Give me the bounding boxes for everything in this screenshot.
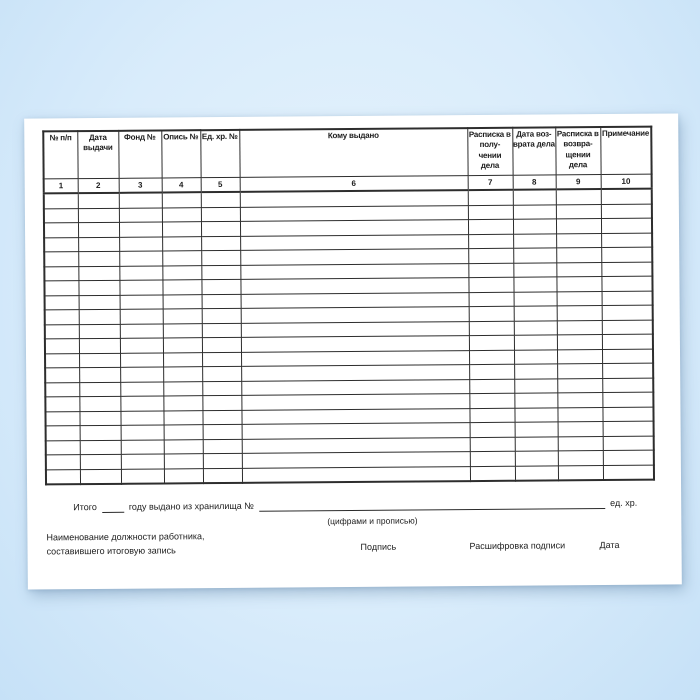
empty-cell (162, 280, 201, 295)
empty-cell (46, 426, 80, 441)
column-number: 4 (162, 178, 201, 193)
col-header-return-date: Дата воз- врата дела (512, 127, 555, 175)
empty-cell (120, 338, 163, 353)
empty-cell (513, 262, 556, 277)
empty-cell (515, 422, 558, 437)
empty-cell (513, 219, 556, 234)
empty-cell (469, 364, 514, 379)
empty-cell (468, 219, 513, 234)
empty-cell (556, 277, 601, 292)
empty-cell (603, 465, 654, 480)
empty-cell (469, 335, 514, 350)
empty-cell (602, 320, 653, 335)
column-number: 8 (513, 175, 556, 190)
empty-cell (119, 222, 162, 237)
empty-cell (44, 281, 78, 296)
empty-cell (80, 454, 121, 469)
empty-cell (557, 407, 602, 422)
empty-cell (121, 468, 164, 483)
empty-cell (556, 189, 601, 204)
empty-cell (119, 265, 162, 280)
empty-cell (470, 466, 515, 481)
empty-cell (601, 189, 652, 204)
empty-cell (162, 222, 201, 237)
empty-cell (79, 353, 120, 368)
summary-prefix: Итого (73, 502, 97, 513)
empty-cell (162, 192, 201, 207)
empty-cell (602, 349, 653, 364)
column-number: 6 (240, 176, 468, 192)
empty-cell (121, 425, 164, 440)
empty-cell (201, 207, 240, 222)
empty-cell (45, 353, 79, 368)
empty-cell (558, 451, 603, 466)
empty-cell (79, 396, 120, 411)
empty-cell (468, 263, 513, 278)
paper-sheet (24, 113, 682, 589)
empty-cell (44, 223, 78, 238)
empty-cell (45, 310, 79, 325)
empty-cell (46, 440, 80, 455)
empty-cell (514, 349, 557, 364)
empty-cell (557, 291, 602, 306)
empty-cell (557, 335, 602, 350)
column-number: 5 (201, 177, 240, 192)
empty-cell (514, 291, 557, 306)
empty-cell (513, 204, 556, 219)
empty-cell (557, 378, 602, 393)
empty-cell (164, 468, 203, 483)
empty-cell (557, 349, 602, 364)
empty-cell (78, 222, 119, 237)
empty-cell (45, 295, 79, 310)
empty-cell (202, 381, 241, 396)
col-header-row-number: № п/п (43, 131, 77, 179)
column-number: 7 (468, 175, 513, 190)
empty-cell (514, 407, 557, 422)
empty-cell (601, 218, 652, 233)
blank-year-line (102, 502, 124, 513)
col-header-fond-number: Фонд № (118, 130, 161, 178)
column-number: 3 (119, 178, 162, 193)
col-header-receipt-on-return: Расписка в возвра- щении дела (555, 127, 600, 175)
empty-cell (203, 424, 242, 439)
empty-cell (46, 469, 80, 484)
empty-cell (78, 237, 119, 252)
empty-cell (602, 291, 653, 306)
empty-cell (44, 237, 78, 252)
summary-hint: (цифрами и прописью) (327, 515, 418, 527)
empty-cell (45, 397, 79, 412)
empty-cell (44, 193, 78, 208)
empty-cell (162, 236, 201, 251)
empty-cell (601, 262, 652, 277)
empty-cell (557, 306, 602, 321)
empty-cell (201, 279, 240, 294)
empty-cell (44, 252, 78, 267)
empty-cell (469, 306, 514, 321)
empty-cell (120, 396, 163, 411)
empty-cell (602, 305, 653, 320)
empty-cell (515, 436, 558, 451)
empty-cell (79, 382, 120, 397)
empty-cell (601, 247, 652, 262)
column-number: 1 (44, 179, 78, 194)
empty-cell (202, 323, 241, 338)
empty-cell (44, 208, 78, 223)
signature-label: Подпись (360, 541, 397, 552)
empty-cell (469, 321, 514, 336)
empty-cell (514, 320, 557, 335)
empty-cell (556, 233, 601, 248)
empty-cell (46, 455, 80, 470)
empty-cell (162, 251, 201, 266)
date-label: Дата (599, 539, 620, 551)
empty-cell (469, 393, 514, 408)
empty-cell (119, 192, 162, 207)
empty-cell (202, 395, 241, 410)
empty-cell (202, 337, 241, 352)
signature-transcript-label: Расшифровка подписи (469, 540, 566, 552)
empty-cell (202, 294, 241, 309)
empty-cell (119, 251, 162, 266)
empty-cell (203, 468, 242, 483)
empty-cell (242, 466, 470, 483)
empty-cell (120, 367, 163, 382)
empty-cell (469, 292, 514, 307)
empty-cell (513, 248, 556, 263)
empty-cell (201, 250, 240, 265)
empty-cell (120, 309, 163, 324)
empty-cell (164, 425, 203, 440)
empty-cell (558, 436, 603, 451)
empty-cell (79, 295, 120, 310)
empty-cell (603, 436, 654, 451)
empty-cell (515, 451, 558, 466)
empty-cell (45, 382, 79, 397)
empty-cell (201, 221, 240, 236)
empty-cell (163, 367, 202, 382)
empty-cell (513, 189, 556, 204)
empty-cell (79, 411, 120, 426)
empty-cell (469, 350, 514, 365)
empty-cell (556, 262, 601, 277)
col-header-issued-to: Кому выдано (239, 128, 467, 177)
empty-cell (80, 425, 121, 440)
empty-cell (45, 368, 79, 383)
empty-cell (78, 266, 119, 281)
empty-cell (603, 421, 654, 436)
empty-cell (45, 339, 79, 354)
empty-cell (79, 324, 120, 339)
col-header-note: Примечание (600, 127, 651, 175)
col-header-inventory-number: Опись № (161, 130, 200, 178)
empty-cell (120, 323, 163, 338)
form-footer (27, 493, 682, 589)
table-header-row (43, 127, 651, 179)
summary-suffix: ед. хр. (610, 497, 638, 508)
empty-cell (468, 205, 513, 220)
empty-cell (468, 248, 513, 263)
empty-cell (603, 450, 654, 465)
empty-cell (470, 437, 515, 452)
empty-cell (514, 335, 557, 350)
official-position-block (46, 529, 204, 558)
empty-cell (202, 352, 241, 367)
empty-cell (163, 309, 202, 324)
blank-storage-count-line (259, 498, 605, 512)
empty-cell (602, 407, 653, 422)
empty-cell (601, 233, 652, 248)
column-number: 9 (556, 175, 601, 190)
empty-cell (469, 379, 514, 394)
empty-cell (558, 422, 603, 437)
empty-cell (557, 393, 602, 408)
empty-cell (120, 352, 163, 367)
empty-cell (202, 410, 241, 425)
empty-cell (163, 294, 202, 309)
empty-cell (203, 439, 242, 454)
empty-cell (468, 234, 513, 249)
empty-cell (79, 309, 120, 324)
empty-cell (164, 454, 203, 469)
empty-cell (163, 323, 202, 338)
empty-cell (163, 352, 202, 367)
empty-cell (514, 306, 557, 321)
empty-cell (163, 396, 202, 411)
empty-cell (602, 392, 653, 407)
empty-cell (201, 192, 240, 207)
empty-cell (78, 193, 119, 208)
empty-cell (514, 393, 557, 408)
empty-cell (163, 338, 202, 353)
col-header-receipt-on-issue: Расписка в полу- чении дела (467, 128, 512, 176)
empty-cell (602, 378, 653, 393)
empty-cell (601, 204, 652, 219)
column-number: 2 (78, 178, 119, 193)
issuance-register-table (42, 126, 655, 486)
empty-cell (78, 280, 119, 295)
empty-cell (78, 251, 119, 266)
empty-cell (513, 233, 556, 248)
empty-cell (601, 276, 652, 291)
empty-cell (468, 190, 513, 205)
empty-cell (121, 454, 164, 469)
empty-cell (120, 381, 163, 396)
empty-cell (468, 277, 513, 292)
empty-cell (201, 236, 240, 251)
empty-cell (79, 338, 120, 353)
empty-cell (119, 236, 162, 251)
empty-cell (79, 367, 120, 382)
empty-cell (203, 453, 242, 468)
empty-cell (163, 410, 202, 425)
empty-cell (120, 410, 163, 425)
empty-cell (119, 207, 162, 222)
empty-cell (119, 280, 162, 295)
empty-cell (557, 364, 602, 379)
empty-cell (557, 320, 602, 335)
empty-cell (202, 308, 241, 323)
empty-cell (556, 204, 601, 219)
summary-middle: году выдано из хранилища № (128, 500, 254, 512)
empty-cell (513, 277, 556, 292)
position-line-2: составившего итоговую запись (46, 545, 176, 557)
empty-cell (469, 408, 514, 423)
empty-cell (121, 439, 164, 454)
table-body (44, 189, 654, 485)
empty-cell (78, 208, 119, 223)
empty-cell (162, 207, 201, 222)
empty-cell (602, 363, 653, 378)
empty-cell (201, 265, 240, 280)
empty-cell (80, 469, 121, 484)
col-header-issue-date: Дата выдачи (77, 131, 118, 179)
empty-cell (163, 381, 202, 396)
empty-cell (45, 411, 79, 426)
summary-line (73, 498, 637, 513)
empty-cell (162, 265, 201, 280)
empty-cell (470, 422, 515, 437)
empty-cell (556, 219, 601, 234)
col-header-unit-number: Ед. хр. № (200, 130, 239, 178)
empty-cell (202, 366, 241, 381)
empty-cell (515, 465, 558, 480)
position-line-1: Наименование должности работника, (46, 531, 205, 543)
column-number: 10 (601, 174, 652, 189)
empty-cell (514, 378, 557, 393)
empty-cell (602, 334, 653, 349)
empty-cell (80, 440, 121, 455)
empty-cell (44, 266, 78, 281)
empty-cell (556, 248, 601, 263)
empty-cell (514, 364, 557, 379)
empty-cell (45, 324, 79, 339)
empty-cell (558, 465, 603, 480)
empty-cell (470, 451, 515, 466)
empty-cell (120, 294, 163, 309)
empty-cell (164, 439, 203, 454)
